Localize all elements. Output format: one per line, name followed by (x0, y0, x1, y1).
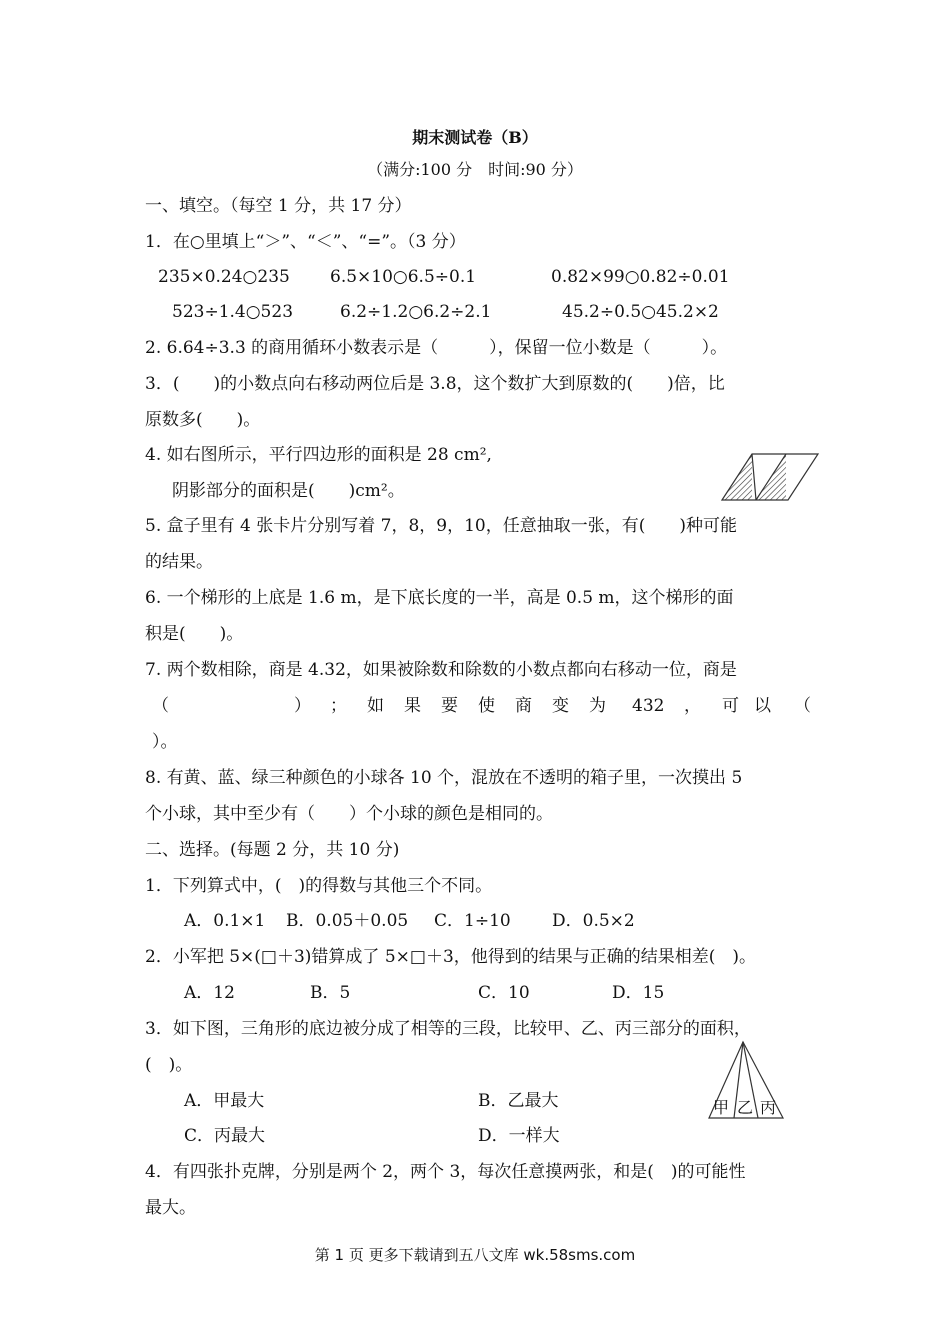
s1-q8-line2: 个小球，其中至少有（ ）个小球的颜色是相同的。 (145, 804, 553, 824)
q7-token: 432 (632, 696, 665, 716)
comparison-item: 0.82×99○0.82÷0.01 (551, 267, 730, 287)
s1-q7-line3: ）。 (152, 732, 178, 752)
figure-label-jia: 甲 (713, 1098, 730, 1117)
option-d: D．0.5×2 (552, 911, 635, 931)
option-b: B．5 (310, 983, 351, 1003)
s1-q2: 2. 6.64÷3.3 的商用循环小数表示是（ ），保留一位小数是（ ）。 (145, 338, 728, 358)
q7-token: 使 (478, 696, 495, 716)
q7-token: 要 (441, 696, 458, 716)
q7-token: 果 (404, 696, 421, 716)
s1-q3-line2: 原数多( )。 (145, 410, 261, 430)
q7-token: ； (330, 696, 347, 716)
s2-q3-line1: 3．如下图，三角形的底边被分成了相等的三段，比较甲、乙、丙三部分的面积， (145, 1019, 751, 1039)
s1-q6-line1: 6. 一个梯形的上底是 1.6 m，是下底长度的一半，高是 0.5 m，这个梯形的面 (145, 588, 734, 608)
q7-token: （ (794, 696, 811, 716)
section1-heading: 一、填空。（每空 1 分，共 17 分） (145, 196, 412, 216)
comparison-item: 523÷1.4○523 (172, 302, 294, 322)
q7-token: （ (152, 696, 169, 716)
s1-q4-line1: 4. 如右图所示，平行四边形的面积是 28 cm², (145, 445, 492, 465)
s1-q5-line1: 5. 盒子里有 4 张卡片分别写着 7，8，9，10，任意抽取一张，有( )种可能 (145, 516, 737, 536)
q7-token: ） (294, 696, 311, 716)
parallelogram-figure (718, 450, 822, 504)
q7-token: 如 (367, 696, 384, 716)
q7-token: 为 (589, 696, 606, 716)
option-a: A．12 (184, 983, 235, 1003)
s2-q3-line2: ( )。 (145, 1055, 193, 1075)
comparison-item: 6.2÷1.2○6.2÷2.1 (340, 302, 492, 322)
comparison-item: 235×0.24○235 (158, 267, 290, 287)
q7-token: 可 (722, 696, 739, 716)
option-c: C．1÷10 (434, 911, 511, 931)
section2-heading: 二、选择。(每题 2 分，共 10 分) (145, 840, 400, 860)
q7-token: ， (684, 696, 701, 716)
comparison-item: 45.2÷0.5○45.2×2 (562, 302, 719, 322)
s2-q2: 2．小军把 5×(□＋3)错算成了 5×□＋3，他得到的结果与正确的结果相差( )。 (145, 947, 757, 967)
s1-q8-line1: 8. 有黄、蓝、绿三种颜色的小球各 10 个，混放在不透明的箱子里，一次摸出 5 (145, 768, 743, 788)
s1-q6-line2: 积是( )。 (145, 624, 244, 644)
s1-q4-line2: 阴影部分的面积是( )cm²。 (172, 481, 405, 501)
page-subtitle: （满分:100 分 时间:90 分） (367, 160, 583, 179)
option-d: D．一样大 (478, 1126, 560, 1146)
option-a: A．0.1×1 (184, 911, 266, 931)
option-a: A．甲最大 (184, 1091, 265, 1111)
option-b: B．0.05＋0.05 (286, 911, 409, 931)
option-b: B．乙最大 (478, 1091, 559, 1111)
s1-q7-line1: 7. 两个数相除，商是 4.32，如果被除数和除数的小数点都向右移动一位，商是 (145, 660, 737, 680)
s1-q1-text: 1．在○里填上“＞”、“＜”、“=”。（3 分） (145, 232, 466, 252)
option-c: C．10 (478, 983, 530, 1003)
s1-q3-line1: 3．( )的小数点向右移动两位后是 3.8，这个数扩大到原数的( )倍，比 (145, 374, 725, 394)
figure-label-yi: 乙 (737, 1098, 754, 1117)
s2-q1: 1．下列算式中，( )的得数与其他三个不同。 (145, 876, 493, 896)
comparison-item: 6.5×10○6.5÷0.1 (330, 267, 477, 287)
option-d: D．15 (612, 983, 665, 1003)
s2-q4-line1: 4．有四张扑克牌，分别是两个 2，两个 3，每次任意摸两张，和是( )的可能性 (145, 1162, 746, 1182)
s1-q5-line2: 的结果。 (145, 552, 213, 572)
option-c: C．丙最大 (184, 1126, 266, 1146)
s2-q4-line2: 最大。 (145, 1198, 196, 1218)
q7-token: 变 (552, 696, 569, 716)
q7-token: 商 (515, 696, 532, 716)
page-footer: 第 1 页 更多下载请到五八文库 wk.58sms.com (314, 1246, 636, 1264)
q7-token: 以 (754, 696, 771, 716)
figure-label-bing: 丙 (760, 1098, 777, 1117)
page-title: 期末测试卷（B） (412, 128, 538, 147)
